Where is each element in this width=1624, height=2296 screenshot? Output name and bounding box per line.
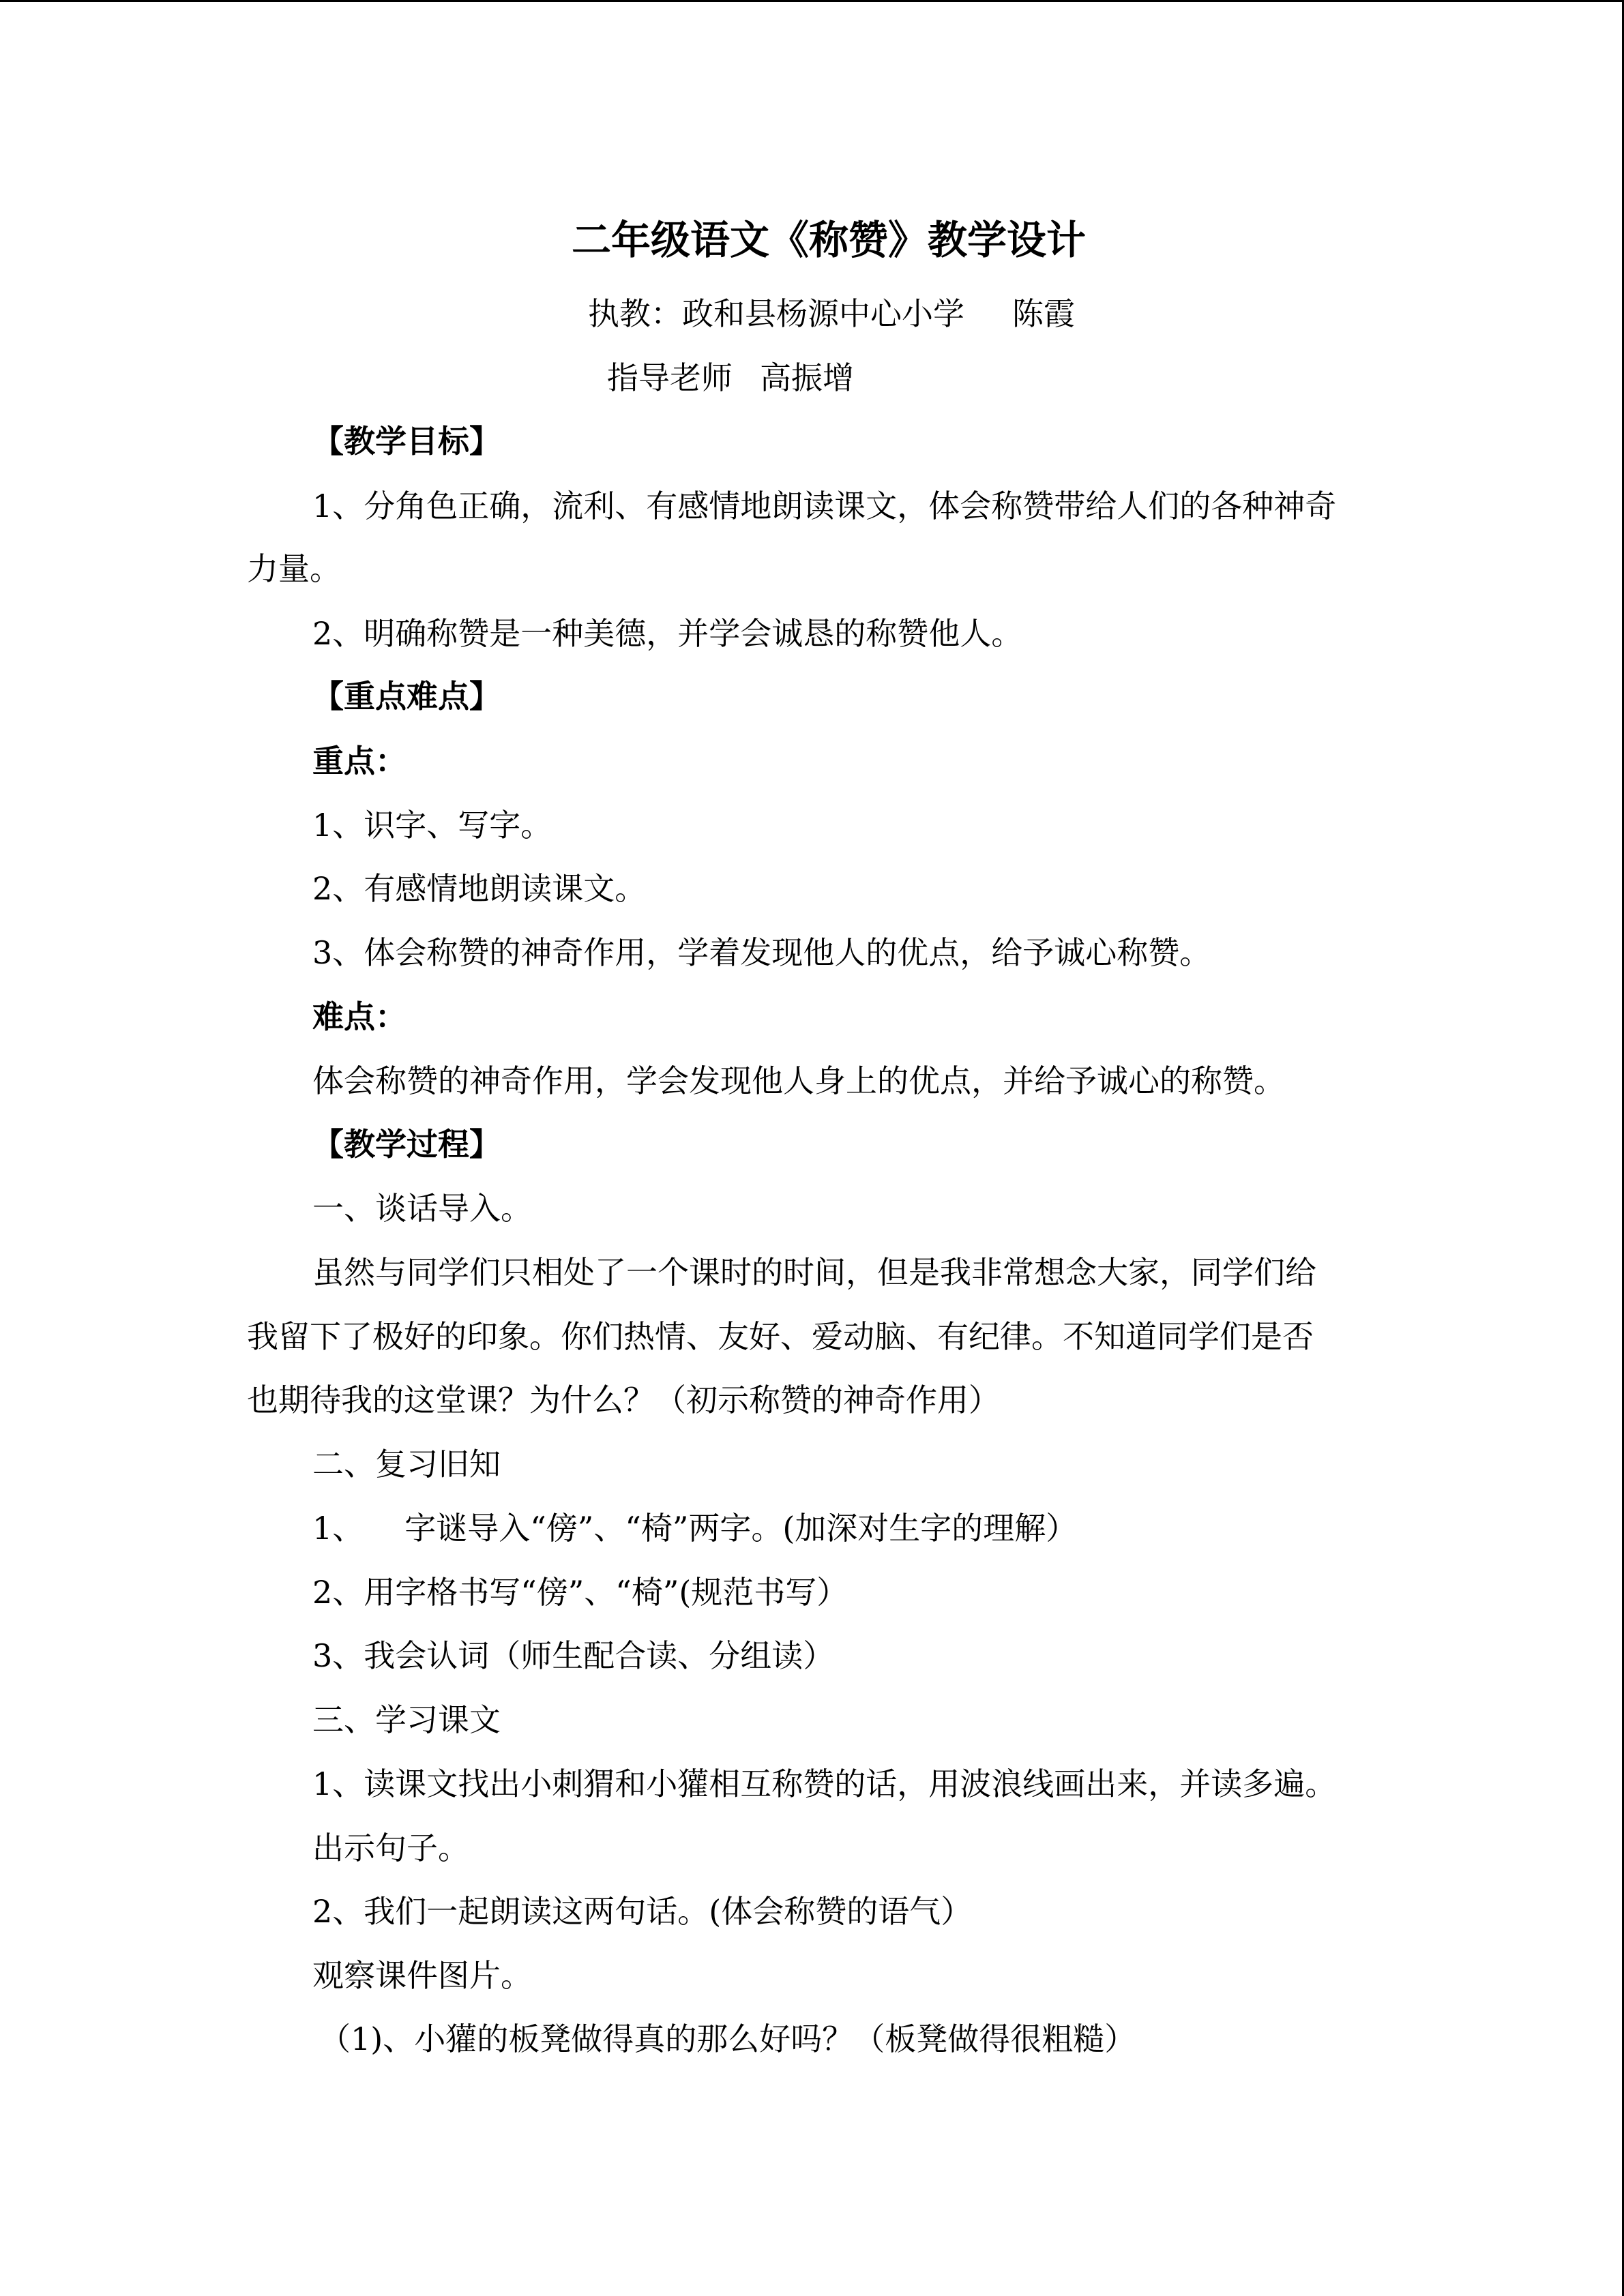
advisor-name: 高振增 — [760, 359, 854, 396]
process-heading: 【教学过程】 — [312, 1126, 501, 1163]
advisor-line — [607, 357, 854, 398]
document-title: 二年级语文《称赞》教学设计 — [572, 217, 1087, 263]
step-1-paragraph-line-1: 虽然与同学们只相处了一个课时的时间，但是我非常想念大家，同学们给 — [312, 1254, 1316, 1291]
step-1-paragraph-line-3: 也期待我的这堂课？为什么？（初示称赞的神奇作用） — [247, 1382, 1000, 1418]
step-2-item-1-text: 字谜导入“傍”、“椅”两字。(加深对生字的理解） — [404, 1510, 1078, 1547]
difficult-point: 体会称赞的神奇作用，学会发现他人身上的优点，并给予诚心的称赞。 — [312, 1062, 1285, 1099]
step-2-item-3: 3、我会认词（师生配合读、分组读） — [312, 1637, 835, 1674]
page-border-top — [0, 0, 1624, 2]
step-3-title: 三、学习课文 — [312, 1701, 501, 1738]
step-3-item-2-note: 观察课件图片。 — [312, 1957, 532, 1994]
author-label: 执教：政和县杨源中心小学 — [588, 295, 964, 332]
objective-1: 1、分角色正确，流利、有感情地朗读课文，体会称赞带给人们的各种神奇 — [312, 488, 1337, 524]
step-3-item-1-note: 出示句子。 — [312, 1830, 469, 1866]
key-label: 重点： — [312, 743, 407, 779]
step-2-item-1 — [312, 1508, 1077, 1549]
key-point-2: 2、有感情地朗读课文。 — [312, 870, 647, 907]
key-points-heading: 【重点难点】 — [312, 678, 501, 715]
objective-1-continued: 力量。 — [247, 550, 341, 587]
step-3-item-2: 2、我们一起朗读这两句话。(体会称赞的语气） — [312, 1893, 973, 1930]
step-1-paragraph-line-2: 我留下了极好的印象。你们热情、友好、爱动脑、有纪律。不知道同学们是否 — [247, 1318, 1314, 1355]
difficult-label: 难点： — [312, 998, 407, 1035]
author-line — [588, 293, 1075, 334]
step-3-sub-item-1: （1)、小獾的板凳做得真的那么好吗？（板凳做得很粗糙） — [319, 2021, 1136, 2057]
objectives-heading: 【教学目标】 — [312, 423, 501, 460]
key-point-1: 1、识字、写字。 — [312, 807, 552, 844]
step-2-title: 二、复习旧知 — [312, 1446, 501, 1482]
key-point-3: 3、体会称赞的神奇作用，学着发现他人的优点，给予诚心称赞。 — [312, 934, 1211, 971]
step-1-title: 一、谈话导入。 — [312, 1190, 532, 1227]
step-2-item-1-number: 1、 — [312, 1510, 364, 1547]
author-name: 陈霞 — [1012, 295, 1075, 332]
step-2-item-2: 2、用字格书写“傍”、“椅”(规范书写） — [312, 1574, 848, 1611]
advisor-label: 指导老师 — [607, 359, 733, 396]
objective-2: 2、明确称赞是一种美德，并学会诚恳的称赞他人。 — [312, 615, 1023, 652]
step-3-item-1: 1、读课文找出小刺猬和小獾相互称赞的话，用波浪线画出来，并读多遍。 — [312, 1765, 1337, 1802]
